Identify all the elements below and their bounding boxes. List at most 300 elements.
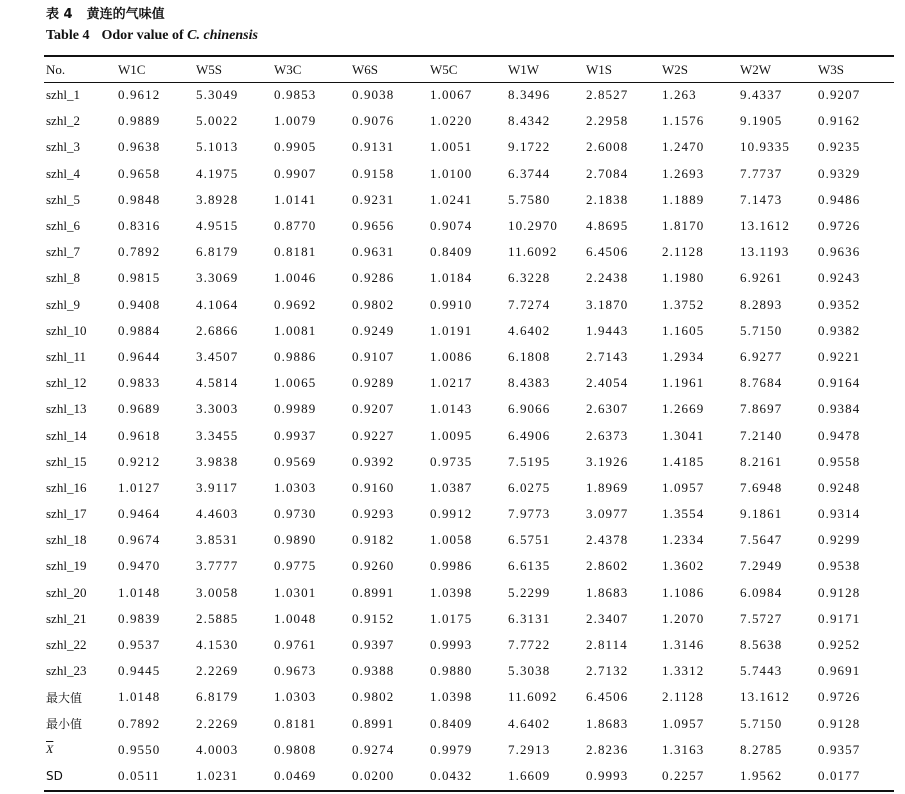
- table-cell: 0.9235: [818, 139, 861, 155]
- table-cell: 1.2470: [662, 139, 705, 155]
- table-cell: 2.6373: [586, 427, 629, 443]
- table-cell: 0.9993: [430, 637, 473, 653]
- table-cell: 0.9815: [118, 270, 161, 286]
- table-cell: 1.0231: [196, 767, 239, 783]
- table-row: [44, 82, 894, 108]
- table-row: [44, 422, 894, 448]
- table-cell: 0.9937: [274, 427, 317, 443]
- column-header: W6S: [352, 61, 378, 77]
- header-row: [44, 57, 894, 82]
- table-cell: 7.7274: [508, 296, 551, 312]
- table-cell: 0.9884: [118, 322, 161, 338]
- table-row: [44, 344, 894, 370]
- table-cell: 1.0086: [430, 348, 473, 364]
- table-cell: 11.6092: [508, 689, 558, 705]
- table-cell: 1.0301: [274, 584, 317, 600]
- table-body: [44, 82, 894, 789]
- table-cell: 1.6609: [508, 767, 551, 783]
- table-cell: 0.9890: [274, 532, 317, 548]
- table-cell: 13.1612: [740, 689, 790, 705]
- table-cell: 7.5727: [740, 610, 783, 626]
- table-cell: 4.1064: [196, 296, 239, 312]
- table-cell: 0.9227: [352, 427, 395, 443]
- table-cell: 2.8527: [586, 87, 629, 103]
- table-cell: 4.1975: [196, 165, 239, 181]
- table-cell: 3.9117: [196, 479, 238, 495]
- table-cell: 0.9397: [352, 637, 395, 653]
- table-cell: 1.0100: [430, 165, 473, 181]
- table-cell: 6.6135: [508, 558, 551, 574]
- table-cell: 0.9550: [118, 741, 161, 757]
- table-cell: 0.9382: [818, 322, 861, 338]
- table-row: [44, 213, 894, 239]
- table-cell: 0.9249: [352, 322, 395, 338]
- table-cell: 8.3496: [508, 87, 551, 103]
- table-cell: 0.9674: [118, 532, 161, 548]
- table-cell: 0.8316: [118, 218, 161, 234]
- table-cell: 1.263: [662, 87, 697, 103]
- table-cell: 0.9207: [352, 401, 395, 417]
- table-cell: 7.7722: [508, 637, 551, 653]
- table-cell: 1.4185: [662, 453, 705, 469]
- table-cell: 2.2269: [196, 663, 239, 679]
- table-cell: 3.8928: [196, 191, 239, 207]
- table-cell: 2.7084: [586, 165, 629, 181]
- table-cell: 3.1926: [586, 453, 629, 469]
- table-cell: 0.9158: [352, 165, 395, 181]
- table-cell: 8.2785: [740, 741, 783, 757]
- table-cell: 0.9128: [818, 584, 861, 600]
- table-cell: 0.9853: [274, 87, 317, 103]
- table-cell: 6.4506: [586, 689, 629, 705]
- row-label: szhl_6: [46, 218, 80, 234]
- table-cell: 0.9689: [118, 401, 161, 417]
- table-cell: 2.6008: [586, 139, 629, 155]
- table-cell: 0.9644: [118, 348, 161, 364]
- column-header: W5C: [430, 61, 458, 77]
- table-cell: 0.9384: [818, 401, 861, 417]
- table-cell: 5.3038: [508, 663, 551, 679]
- table-cell: 0.9848: [118, 191, 161, 207]
- table-cell: 0.9726: [818, 218, 861, 234]
- table-cell: 1.9443: [586, 322, 629, 338]
- table-cell: 0.9726: [818, 689, 861, 705]
- table-row: [44, 475, 894, 501]
- table-cell: 0.9445: [118, 663, 161, 679]
- table-cell: 11.6092: [508, 244, 558, 260]
- table-row: [44, 187, 894, 213]
- table-cell: 1.3752: [662, 296, 705, 312]
- table-cell: 5.0022: [196, 113, 239, 129]
- table-cell: 1.0184: [430, 270, 473, 286]
- table-number-en: Table 4: [46, 28, 90, 43]
- table-cell: 0.9293: [352, 506, 395, 522]
- table-cell: 8.4383: [508, 375, 551, 391]
- table-cell: 0.9182: [352, 532, 395, 548]
- table-cell: 5.1013: [196, 139, 239, 155]
- table-cell: 0.9260: [352, 558, 395, 574]
- table-title-cn: 黄连的气味值: [86, 7, 165, 22]
- table-cell: 1.0065: [274, 375, 317, 391]
- table-cell: 1.2934: [662, 348, 705, 364]
- row-label: szhl_17: [46, 506, 87, 522]
- table-cell: 0.9612: [118, 87, 161, 103]
- table-cell: 0.9802: [352, 689, 395, 705]
- table-cell: 1.0067: [430, 87, 473, 103]
- table-cell: 5.3049: [196, 87, 239, 103]
- table-cell: 1.1086: [662, 584, 705, 600]
- table-cell: 2.2438: [586, 270, 629, 286]
- table-cell: 3.7777: [196, 558, 239, 574]
- species-name: C. chinensis: [187, 28, 258, 43]
- row-label: szhl_9: [46, 296, 80, 312]
- table-cell: 6.9277: [740, 348, 783, 364]
- row-label: szhl_19: [46, 558, 87, 574]
- table-cell: 1.2334: [662, 532, 705, 548]
- table-cell: 0.8991: [352, 584, 395, 600]
- row-label: szhl_4: [46, 165, 80, 181]
- table-cell: 0.7892: [118, 244, 161, 260]
- table-cell: 1.0127: [118, 479, 161, 495]
- row-label: [44, 737, 116, 763]
- table-cell: 1.0303: [274, 479, 317, 495]
- table-cell: 0.9252: [818, 637, 861, 653]
- table-cell: 8.2893: [740, 296, 783, 312]
- table-cell: 4.0003: [196, 741, 239, 757]
- row-label: szhl_11: [46, 348, 86, 364]
- table-cell: 0.8181: [274, 244, 317, 260]
- row-label: szhl_2: [46, 113, 80, 129]
- summary-row: [44, 763, 894, 789]
- row-label: szhl_7: [46, 244, 80, 260]
- table-cell: 3.3003: [196, 401, 239, 417]
- row-label: szhl_23: [46, 663, 87, 679]
- table-cell: 0.9408: [118, 296, 161, 312]
- table-cell: 0.9274: [352, 741, 395, 757]
- table-cell: 0.9761: [274, 637, 317, 653]
- table-cell: 0.9638: [118, 139, 161, 155]
- table-cell: 1.0095: [430, 427, 473, 443]
- table-cell: 0.9907: [274, 165, 317, 181]
- table-cell: 1.1576: [662, 113, 705, 129]
- table-cell: 1.0191: [430, 322, 473, 338]
- table-cell: 3.8531: [196, 532, 239, 548]
- table-cell: 0.9074: [430, 218, 473, 234]
- table-row: [44, 239, 894, 265]
- table-cell: 1.0303: [274, 689, 317, 705]
- table-cell: 6.4506: [586, 244, 629, 260]
- table-cell: 1.8170: [662, 218, 705, 234]
- table-cell: 1.0141: [274, 191, 317, 207]
- table-cell: 7.1473: [740, 191, 783, 207]
- table-row: [44, 606, 894, 632]
- row-label: SD: [46, 768, 63, 783]
- table-cell: 4.4603: [196, 506, 239, 522]
- table-cell: 3.1870: [586, 296, 629, 312]
- column-header: W1S: [586, 61, 612, 77]
- table-cell: 2.3407: [586, 610, 629, 626]
- table-cell: 0.9775: [274, 558, 317, 574]
- row-label: szhl_10: [46, 322, 87, 338]
- table-row: [44, 396, 894, 422]
- table-row: [44, 292, 894, 318]
- table-cell: 0.9171: [818, 610, 861, 626]
- table-cell: 0.9329: [818, 165, 861, 181]
- table-cell: 0.8770: [274, 218, 317, 234]
- table-caption-cn: [46, 3, 165, 22]
- row-label: 最小值: [46, 717, 83, 732]
- table-cell: 9.4337: [740, 87, 783, 103]
- table-cell: 1.3041: [662, 427, 705, 443]
- table-cell: 0.0469: [274, 767, 317, 783]
- table-cell: 7.2913: [508, 741, 551, 757]
- table-cell: 3.3069: [196, 270, 239, 286]
- table-cell: 2.7143: [586, 348, 629, 364]
- table-cell: 7.6948: [740, 479, 783, 495]
- table-cell: 0.9152: [352, 610, 395, 626]
- table-cell: 1.0051: [430, 139, 473, 155]
- table-row: [44, 134, 894, 160]
- table-cell: 0.9107: [352, 348, 395, 364]
- table-cell: 0.9886: [274, 348, 317, 364]
- table-cell: 8.4342: [508, 113, 551, 129]
- table-cell: 0.9388: [352, 663, 395, 679]
- table-cell: 6.8179: [196, 689, 239, 705]
- table-cell: 0.8991: [352, 715, 395, 731]
- summary-row: [44, 737, 894, 763]
- table-cell: 1.0398: [430, 584, 473, 600]
- table-cell: 0.9979: [430, 741, 473, 757]
- table-row: [44, 449, 894, 475]
- table-cell: 0.9839: [118, 610, 161, 626]
- table-cell: 7.5195: [508, 453, 551, 469]
- table-cell: 7.7737: [740, 165, 783, 181]
- table-caption-en: [46, 28, 258, 44]
- row-label: szhl_12: [46, 375, 87, 391]
- table-cell: 13.1193: [740, 244, 790, 260]
- table-cell: 0.9314: [818, 506, 861, 522]
- mean-symbol: $\overline{X}$: [46, 742, 54, 757]
- table-cell: 1.0241: [430, 191, 473, 207]
- row-label: szhl_22: [46, 637, 87, 653]
- table-row: [44, 632, 894, 658]
- table-cell: 1.3602: [662, 558, 705, 574]
- table-cell: 1.8683: [586, 715, 629, 731]
- table-cell: 1.0957: [662, 479, 705, 495]
- table-cell: 7.8697: [740, 401, 783, 417]
- table-cell: 1.2669: [662, 401, 705, 417]
- table-cell: 2.8602: [586, 558, 629, 574]
- table-cell: 6.0275: [508, 479, 551, 495]
- table-cell: 2.6866: [196, 322, 239, 338]
- row-label: szhl_15: [46, 453, 87, 469]
- table-cell: 1.8683: [586, 584, 629, 600]
- table-cell: 1.1889: [662, 191, 705, 207]
- table-cell: 0.9038: [352, 87, 395, 103]
- table-row: [44, 553, 894, 579]
- table-cell: 0.9352: [818, 296, 861, 312]
- table-cell: 6.5751: [508, 532, 551, 548]
- table-row: [44, 108, 894, 134]
- table-cell: 0.9993: [586, 767, 629, 783]
- table-row: [44, 161, 894, 187]
- table-title-en: Odor value of: [101, 28, 184, 43]
- table-cell: 3.3455: [196, 427, 239, 443]
- table-cell: 1.0387: [430, 479, 473, 495]
- table-cell: 0.9656: [352, 218, 395, 234]
- table-cell: 0.9538: [818, 558, 861, 574]
- column-header: W3S: [818, 61, 844, 77]
- table-cell: 6.3131: [508, 610, 551, 626]
- table-cell: 1.1980: [662, 270, 705, 286]
- row-label: szhl_14: [46, 427, 87, 443]
- table-cell: 0.9470: [118, 558, 161, 574]
- table-cell: 1.0079: [274, 113, 317, 129]
- column-header: W1C: [118, 61, 146, 77]
- table-cell: 0.9231: [352, 191, 395, 207]
- summary-row: [44, 711, 894, 737]
- table-cell: 0.7892: [118, 715, 161, 731]
- table-cell: 1.0143: [430, 401, 473, 417]
- column-header: W5S: [196, 61, 222, 77]
- table-cell: 0.9889: [118, 113, 161, 129]
- table-cell: 1.1605: [662, 322, 705, 338]
- row-label: szhl_18: [46, 532, 87, 548]
- table-bottom-rule: [44, 790, 894, 792]
- table-cell: 0.9289: [352, 375, 395, 391]
- table-cell: 5.7150: [740, 322, 783, 338]
- table-cell: 1.0220: [430, 113, 473, 129]
- table-cell: 8.7684: [740, 375, 783, 391]
- table-cell: 3.0977: [586, 506, 629, 522]
- table-cell: 4.5814: [196, 375, 239, 391]
- table-cell: 4.8695: [586, 218, 629, 234]
- column-header: No.: [46, 61, 66, 77]
- table-cell: 7.2949: [740, 558, 783, 574]
- table-cell: 0.9912: [430, 506, 473, 522]
- table-cell: 0.8409: [430, 715, 473, 731]
- table-cell: 1.3554: [662, 506, 705, 522]
- table-row: [44, 370, 894, 396]
- table-cell: 0.8181: [274, 715, 317, 731]
- row-label: szhl_20: [46, 584, 87, 600]
- table-cell: 2.6307: [586, 401, 629, 417]
- table-cell: 8.5638: [740, 637, 783, 653]
- table-cell: 1.2693: [662, 165, 705, 181]
- column-header: W2S: [662, 61, 688, 77]
- table-cell: 0.9164: [818, 375, 861, 391]
- table-cell: 0.9735: [430, 453, 473, 469]
- table-cell: 7.5647: [740, 532, 783, 548]
- table-cell: 10.2970: [508, 218, 558, 234]
- table-row: [44, 658, 894, 684]
- table-cell: 2.7132: [586, 663, 629, 679]
- odor-value-table: [44, 57, 894, 789]
- table-cell: 2.2958: [586, 113, 629, 129]
- row-label: szhl_5: [46, 191, 80, 207]
- table-cell: 0.9392: [352, 453, 395, 469]
- table-cell: 0.9478: [818, 427, 861, 443]
- table-cell: 6.3744: [508, 165, 551, 181]
- table-cell: 7.2140: [740, 427, 783, 443]
- table-cell: 1.3146: [662, 637, 705, 653]
- row-label: szhl_3: [46, 139, 80, 155]
- table-cell: 0.0200: [352, 767, 395, 783]
- table-cell: 0.9357: [818, 741, 861, 757]
- table-row: [44, 318, 894, 344]
- table-cell: 1.0398: [430, 689, 473, 705]
- table-cell: 6.9066: [508, 401, 551, 417]
- table-row: [44, 501, 894, 527]
- table-cell: 2.4378: [586, 532, 629, 548]
- table-cell: 0.9802: [352, 296, 395, 312]
- table-cell: 1.3312: [662, 663, 705, 679]
- table-cell: 3.0058: [196, 584, 239, 600]
- table-cell: 0.0177: [818, 767, 861, 783]
- table-cell: 0.9299: [818, 532, 861, 548]
- row-label: 最大值: [46, 690, 83, 705]
- table-cell: 0.9989: [274, 401, 317, 417]
- table-cell: 6.4906: [508, 427, 551, 443]
- table-cell: 2.1128: [662, 244, 704, 260]
- table-cell: 0.9162: [818, 113, 861, 129]
- table-cell: 0.9618: [118, 427, 161, 443]
- table-cell: 0.9464: [118, 506, 161, 522]
- table-cell: 2.2269: [196, 715, 239, 731]
- table-cell: 0.9658: [118, 165, 161, 181]
- table-cell: 1.1961: [662, 375, 705, 391]
- table-cell: 0.0432: [430, 767, 473, 783]
- table-cell: 1.0046: [274, 270, 317, 286]
- row-label: szhl_21: [46, 610, 87, 626]
- table-cell: 0.2257: [662, 767, 705, 783]
- table-cell: 0.9631: [352, 244, 395, 260]
- table-cell: 0.9730: [274, 506, 317, 522]
- table-cell: 6.3228: [508, 270, 551, 286]
- row-label: szhl_13: [46, 401, 87, 417]
- table-cell: 0.9212: [118, 453, 161, 469]
- row-label: szhl_1: [46, 87, 80, 103]
- table-cell: 5.7580: [508, 191, 551, 207]
- table-cell: 0.9905: [274, 139, 317, 155]
- table-cell: 5.7443: [740, 663, 783, 679]
- table-cell: 4.1530: [196, 637, 239, 653]
- summary-row: [44, 684, 894, 710]
- table-cell: 1.0148: [118, 584, 161, 600]
- table-cell: 0.9486: [818, 191, 861, 207]
- table-cell: 3.9838: [196, 453, 239, 469]
- table-cell: 0.9673: [274, 663, 317, 679]
- table-cell: 5.7150: [740, 715, 783, 731]
- table-cell: 0.9128: [818, 715, 861, 731]
- table-cell: 1.0058: [430, 532, 473, 548]
- table-cell: 0.9160: [352, 479, 395, 495]
- table-cell: 10.9335: [740, 139, 790, 155]
- table-cell: 6.9261: [740, 270, 783, 286]
- table-cell: 0.9636: [818, 244, 861, 260]
- table-cell: 4.6402: [508, 322, 551, 338]
- table-cell: 9.1861: [740, 506, 783, 522]
- column-header: W3C: [274, 61, 302, 77]
- table-cell: 1.0957: [662, 715, 705, 731]
- row-label: szhl_16: [46, 479, 87, 495]
- row-label: szhl_8: [46, 270, 80, 286]
- table-cell: 0.9910: [430, 296, 473, 312]
- table-cell: 1.3163: [662, 741, 705, 757]
- table-cell: 2.1128: [662, 689, 704, 705]
- table-cell: 4.9515: [196, 218, 239, 234]
- table-cell: 0.9808: [274, 741, 317, 757]
